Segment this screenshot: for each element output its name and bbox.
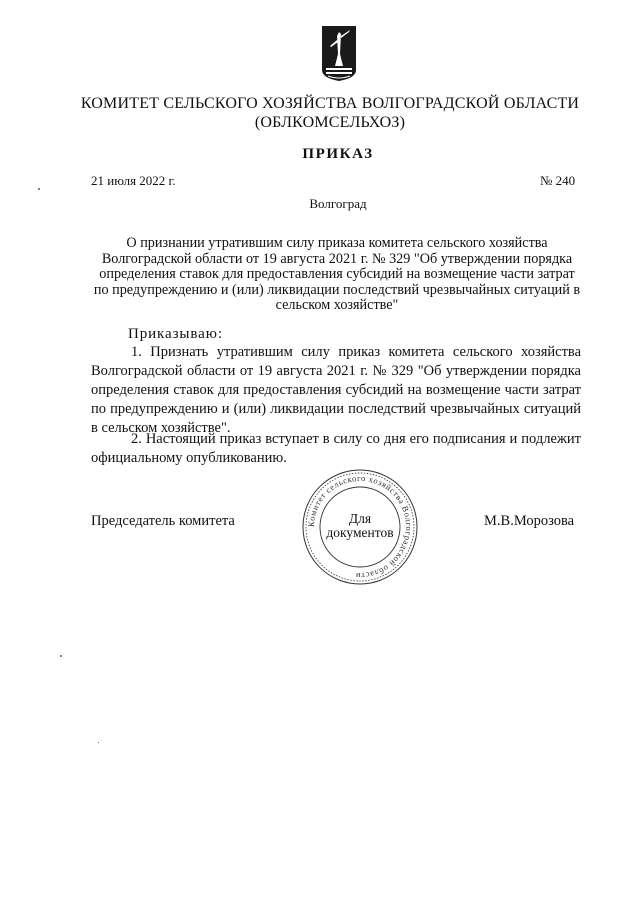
document-subject: О признании утратившим силу приказа комитета сельского хозяйства Волгоградской области от 19 августа 2021 г. № 329 "Об утверждении порядка определения ставок для предоставления субсидий на возмещение части затрат по предупреждению и (или) ликвидации последствий чрезвычайных ситуаций в сельском хозяйстве": [93, 235, 581, 313]
organization-short-name: (ОБЛКОМСЕЛЬХОЗ): [254, 114, 406, 131]
stamp-label-line2: документов: [326, 525, 394, 540]
scan-speck: [98, 742, 99, 743]
document-number: № 240: [540, 173, 576, 188]
signatory-role: Председатель комитета: [91, 513, 235, 529]
stamp-label-line1: Для: [348, 511, 372, 526]
order-paragraph-1: 1. Признать утратившим силу приказ комитета сельского хозяйства Волгоградской области от 19 августа 2021 г. № 329 "Об утверждении порядка определения ставок для предоставления субсидий на возмещение части затрат по предупреждению и (или) ликвидации последствий чрезвычайных ситуаций в сельском хозяйстве".: [91, 344, 581, 436]
scan-speck: [38, 188, 40, 190]
document-city: Волгоград: [309, 196, 367, 211]
organization-name: КОМИТЕТ СЕЛЬСКОГО ХОЗЯЙСТВА ВОЛГОГРАДСКОЙ ОБЛАСТИ: [80, 95, 580, 112]
order-heading: Приказываю:: [128, 326, 223, 342]
signatory-name: М.В.Морозова: [484, 513, 575, 529]
document-type: ПРИКАЗ: [302, 146, 374, 162]
scan-speck: [60, 655, 62, 657]
stamp-ring-text: Комитет сельского хозяйства Волгоградской области: [305, 472, 415, 582]
volgograd-emblem-icon: [320, 24, 358, 82]
order-paragraph-2: 2. Настоящий приказ вступает в силу со дня его подписания и подлежит официальному опубликованию.: [91, 431, 581, 466]
document-date: 21 июля 2022 г.: [91, 173, 176, 188]
